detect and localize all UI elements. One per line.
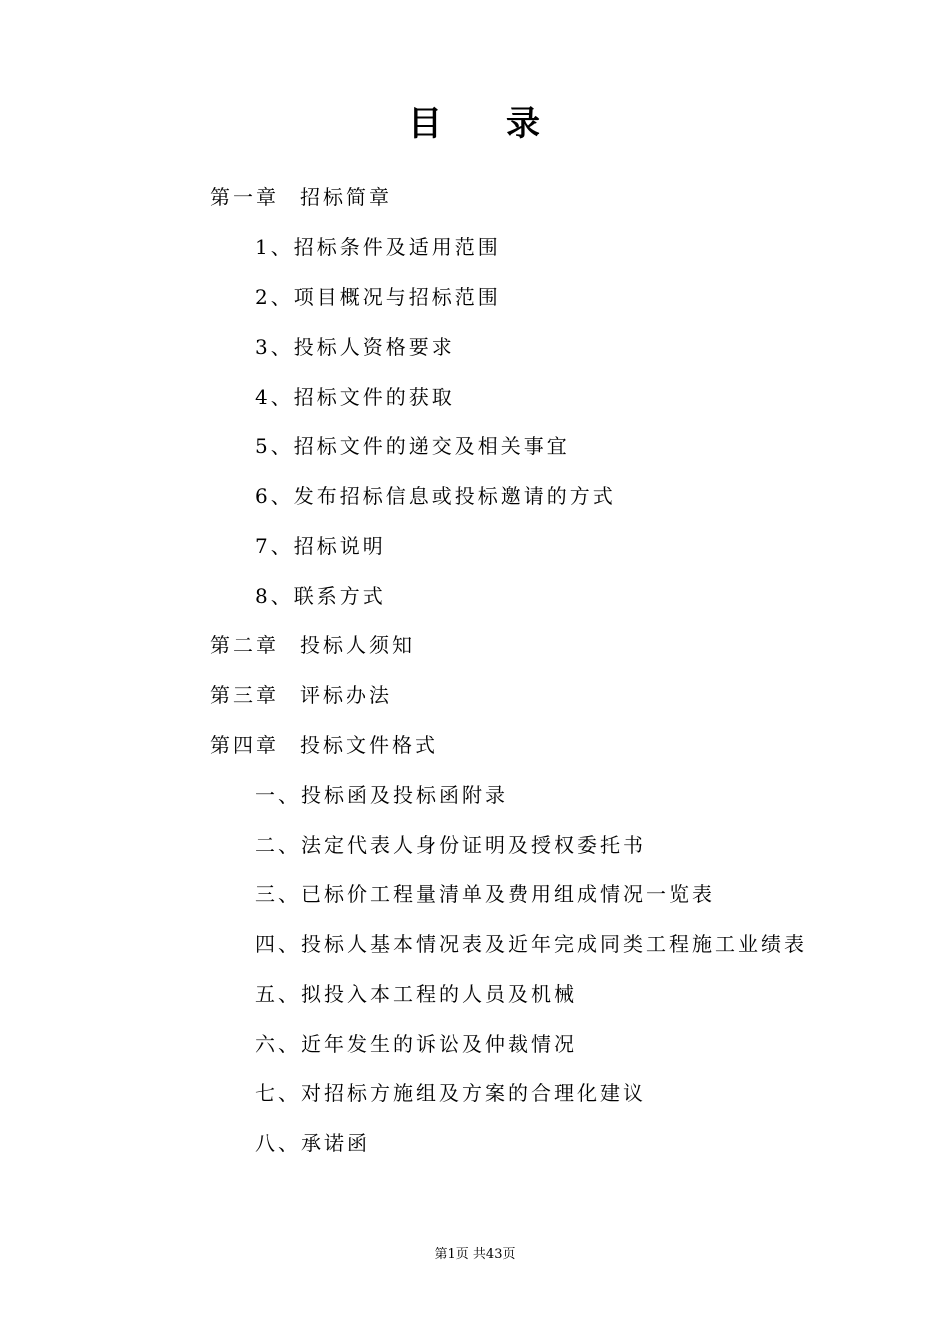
chapter-number: 第三章 <box>210 683 279 707</box>
chapter-label: 招标简章 <box>300 185 392 209</box>
page-title-char-2: 录 <box>506 104 542 144</box>
toc-item: 二、法定代表人身份证明及授权委托书 <box>255 833 646 857</box>
chapter-number: 第二章 <box>210 633 279 657</box>
toc-item: 1、招标条件及适用范围 <box>255 235 501 259</box>
toc-item: 八、承诺函 <box>255 1131 370 1155</box>
toc-item: 6、发布招标信息或投标邀请的方式 <box>255 484 616 508</box>
toc-item: 7、招标说明 <box>255 534 386 558</box>
chapter-number: 第四章 <box>210 733 279 757</box>
chapter-label: 投标人须知 <box>300 633 415 657</box>
toc-item: 四、投标人基本情况表及近年完成同类工程施工业绩表 <box>255 932 807 956</box>
toc-item: 六、近年发生的诉讼及仲裁情况 <box>255 1032 577 1056</box>
toc-chapter-4 <box>210 730 438 760</box>
toc-item: 8、联系方式 <box>255 584 386 608</box>
toc-item: 5、招标文件的递交及相关事宜 <box>255 434 570 458</box>
toc-item: 4、招标文件的获取 <box>255 385 455 409</box>
page-title-char-1: 目 <box>408 104 444 144</box>
chapter-number: 第一章 <box>210 185 279 209</box>
toc-item: 五、拟投入本工程的人员及机械 <box>255 982 577 1006</box>
chapter-label: 投标文件格式 <box>300 733 438 757</box>
toc-item: 3、投标人资格要求 <box>255 335 455 359</box>
page-number-footer: 第1页 共43页 <box>434 1247 516 1262</box>
toc-item: 2、项目概况与招标范围 <box>255 285 501 309</box>
chapter-label: 评标办法 <box>300 683 392 707</box>
toc-chapter-3 <box>210 680 392 710</box>
toc-item: 三、已标价工程量清单及费用组成情况一览表 <box>255 882 715 906</box>
toc-chapter-1 <box>210 182 392 212</box>
toc-chapter-2 <box>210 630 415 660</box>
toc-item: 一、投标函及投标函附录 <box>255 783 508 807</box>
page-title <box>0 96 950 152</box>
toc-item: 七、对招标方施组及方案的合理化建议 <box>255 1081 646 1105</box>
